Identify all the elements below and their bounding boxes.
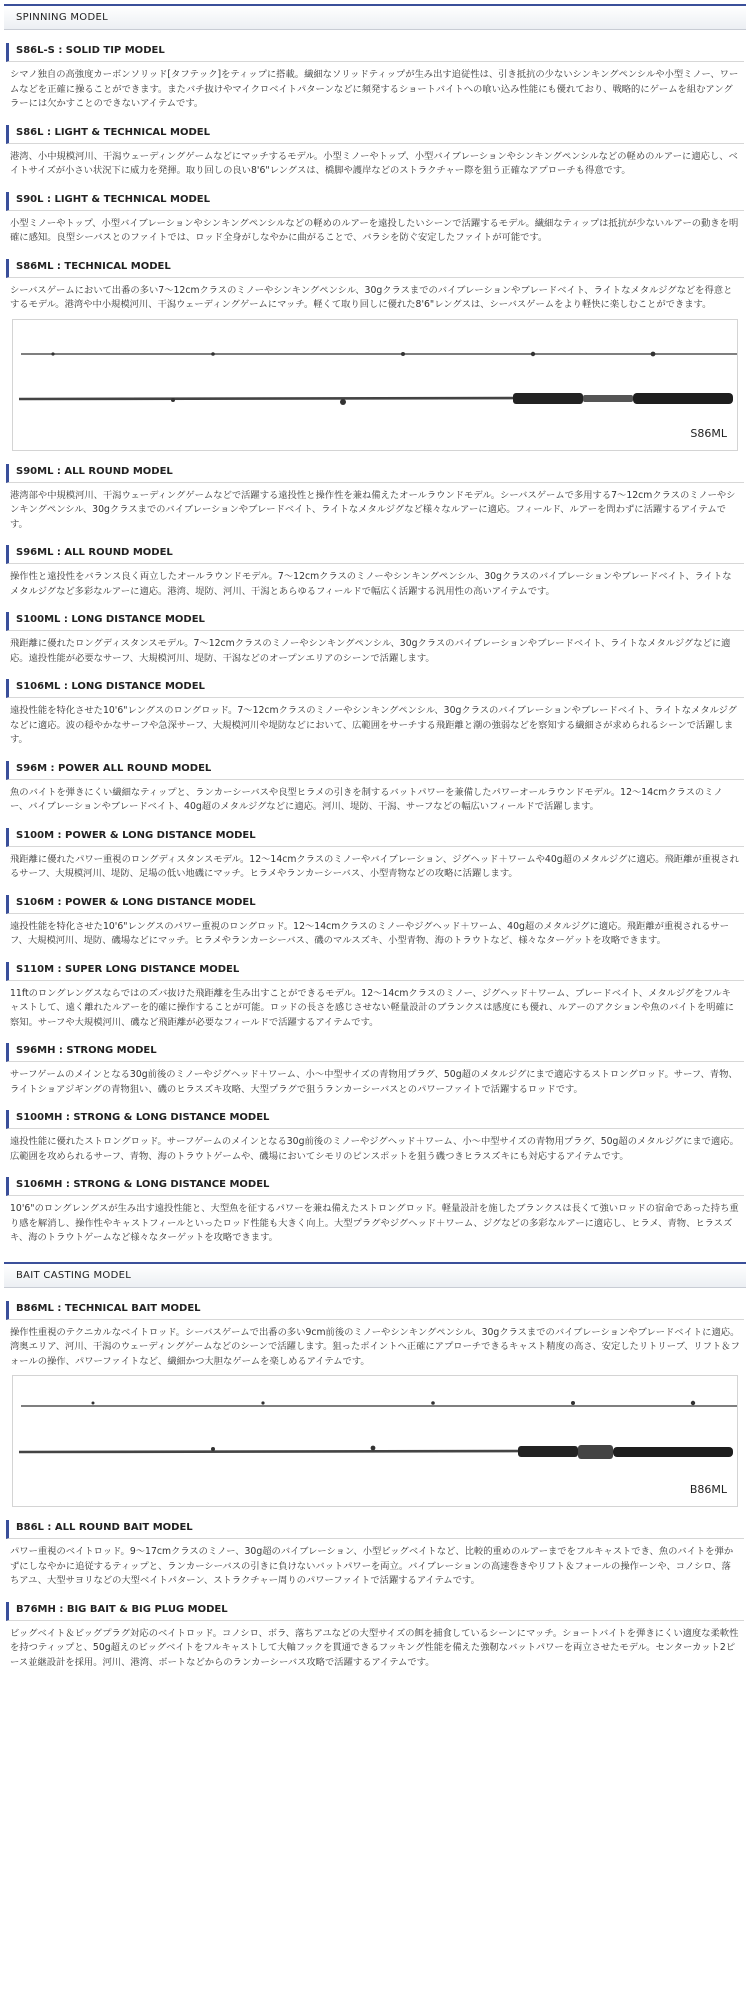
model-title: S96ML : ALL ROUND MODEL <box>6 545 744 564</box>
model-title: S86L-S : SOLID TIP MODEL <box>6 43 744 62</box>
model-description: 港湾部や中規模河川、干潟ウェーディングゲームなどで活躍する遠投性と操作性を兼ね備えたオールラウンドモデル。シーバスゲームで多用する7〜12cmクラスのミノーやシンキングペンシル、30gクラスまでのバイブレーションやブレードベイト、ライトなメタルジグなど様々なルアーに適応。フィールド、ルアーを問わずに活躍するアイテムです。 <box>10 489 736 530</box>
spinning-rod-illustration <box>13 320 738 450</box>
model-block <box>6 1602 744 1671</box>
rod-fore-grip <box>513 393 583 404</box>
bait-section-title: BAIT CASTING MODEL <box>16 1269 132 1281</box>
model-block <box>6 192 744 246</box>
model-description: パワー重視のベイトロッド。9〜17cmクラスのミノー、30g超のバイブレーション、小型ビッグベイトなど、比較的重めのルアーまでをフルキャストでき、魚のバイトを弾かずにしなやかに追従するティップと、ランカーシーバスの引きに負けないバットパワーを両立。バイブレーションの高速巻きやリフト＆フォールの操作ーンや、コノシロ、落ちアユ、大型サヨリなどの大型ベイトパターン、ストラクチャー周りのパワーファイトで活躍するアイテムです。 <box>10 1546 734 1586</box>
model-description: シマノ独自の高強度カーボンソリッド[タフテック]をティップに搭載。繊細なソリッドティップが生み出す追従性は、引き抵抗の少ないシンキングペンシルや小型ミノー、ワームなどを正確に操ることができます。またバチ抜けやマイクロベイトパターンなどに頻発するショートバイトへの喰い込み性能にも優れており、戦略的にゲームを組むアングラーには欠かすことのできないアイテムです。 <box>10 69 739 109</box>
rod-reel-seat <box>583 395 633 402</box>
model-block <box>6 259 744 451</box>
rod-image-s86ml <box>12 319 738 451</box>
model-description: サーフゲームのメインとなる30g前後のミノーやジグヘッド＋ワーム、小〜中型サイズの青物用プラグ、50g超のメタルジグにまで適応するストロングロッド。サーフ、青物、ライトショアジギングの青物狙い、磯のヒラスズキ攻略、大型プラグで狙うランカーシーバスとのパワーファイトで活躍するロッドです。 <box>10 1069 738 1095</box>
model-block <box>6 43 744 112</box>
model-title: S90L : LIGHT & TECHNICAL MODEL <box>6 192 744 211</box>
model-title: S110M : SUPER LONG DISTANCE MODEL <box>6 962 744 981</box>
model-block <box>6 1110 744 1164</box>
model-block <box>6 612 744 666</box>
model-description: 港湾、小中規模河川、干潟ウェーディングゲームなどにマッチするモデル。小型ミノーやトップ、小型バイブレーションやシンキングペンシルなどの軽めのルアーに適応し、ベイトサイズが小さい状況下に威力を発揮。取り回しの良い8'6"レングスは、橋脚や護岸などのストラクチャー際を狙う正確なアプローチも得意です。 <box>10 150 738 176</box>
model-description: 遠投性能に優れたストロングロッド。サーフゲームのメインとなる30g前後のミノーやジグヘッド＋ワーム、小〜中型サイズの青物用プラグ、50g超のメタルジグにまで適応。広範囲を攻められるサーフ、青物、海のトラウトゲームや、磯場においてシモリのピンスポットを狙う磯つきヒラスズキにも対応するアイテムです。 <box>10 1136 739 1162</box>
model-description: 操作性と遠投性をバランス良く両立したオールラウンドモデル。7〜12cmクラスのミノーやシンキングペンシル、30gクラスのバイブレーションやブレードベイト、ライトなメタルジグなど多彩なルアーに適応。港湾、堤防、河川、干潟とあらゆるフィールドで幅広く活躍する汎用性の高いアイテムです。 <box>10 571 732 597</box>
model-title: S106MH : STRONG & LONG DISTANCE MODEL <box>6 1177 744 1196</box>
model-title: S106M : POWER & LONG DISTANCE MODEL <box>6 895 744 914</box>
rod-guide <box>171 398 175 402</box>
rod-guide <box>211 352 215 356</box>
rod-guide <box>371 1446 376 1451</box>
model-block <box>6 125 744 179</box>
model-block <box>6 962 744 1031</box>
model-block <box>6 761 744 815</box>
rod-guide <box>431 1401 435 1405</box>
model-title: B86L : ALL ROUND BAIT MODEL <box>6 1520 744 1539</box>
model-title: S100M : POWER & LONG DISTANCE MODEL <box>6 828 744 847</box>
model-description: 11ftのロングレングスならではのズバ抜けた飛距離を生み出すことができるモデル。12〜14cmクラスのミノー、ジグヘッド＋ワーム、ブレードベイト、メタルジグをフルキャストして、遠く離れたルアーを的確に操作することが可能。ロッドの長さを感じさせない軽量設計のブランクスは感度にも優れ、ルアーのアクションや魚のバイトを明確に察知。サーフや大規模河川、磯など飛距離が必要なフィールドで活躍するアイテムです。 <box>10 987 735 1028</box>
model-block <box>6 1177 744 1246</box>
model-block <box>6 464 744 533</box>
rod-guide <box>691 1401 695 1405</box>
model-block <box>6 1043 744 1097</box>
model-title: S90ML : ALL ROUND MODEL <box>6 464 744 483</box>
model-title: B76MH : BIG BAIT & BIG PLUG MODEL <box>6 1602 744 1621</box>
model-title: S86ML : TECHNICAL MODEL <box>6 259 744 278</box>
rod-image-label: S86ML <box>690 426 727 440</box>
rod-guide <box>531 351 535 355</box>
rod-fore-grip <box>518 1446 578 1457</box>
rod-guide <box>261 1401 264 1404</box>
model-block <box>6 1301 744 1508</box>
bait-rod-illustration <box>13 1376 738 1506</box>
model-block <box>6 895 744 949</box>
model-description: 遠投性能を特化させた10'6"レングスのパワー重視のロングロッド。12〜14cmクラスのミノーやジグヘッド＋ワーム、40g超のメタルジグに適応。飛距離が重視されるサーフ、大規模河川、堤防、磯場などにマッチ。ヒラメやランカーシーバス、磯のマルスズキ、小型青物、海のトラウトなど、様々なターゲットを攻略できます。 <box>10 920 730 946</box>
rod-guide <box>401 352 405 356</box>
model-description: ビッグベイト＆ビッグプラグ対応のベイトロッド。コノシロ、ボラ、落ちアユなどの大型サイズの餌を捕食しているシーンにマッチ。ショートバイトを弾きにくい適度な柔軟性を持つティップと、50g超えのビッグベイトをフルキャストして大軸フックを貫通できるフッキング性能を備えた強靭なバットパワーを両立させたモデル。センターカット2ピース並継設計を採用。河川、港湾、ボートなどからのランカーシーバス攻略で活躍するアイテムです。 <box>10 1627 739 1668</box>
model-block <box>6 545 744 599</box>
model-block <box>6 679 744 748</box>
rod-guide <box>571 1401 575 1405</box>
rod-rear-grip <box>613 1447 733 1457</box>
rod-butt-section <box>19 398 533 399</box>
model-title: S106ML : LONG DISTANCE MODEL <box>6 679 744 698</box>
model-title: S100ML : LONG DISTANCE MODEL <box>6 612 744 631</box>
spinning-section-header <box>4 4 746 30</box>
model-title: B86ML : TECHNICAL BAIT MODEL <box>6 1301 744 1320</box>
bait-section-header <box>4 1262 746 1288</box>
model-title: S100MH : STRONG & LONG DISTANCE MODEL <box>6 1110 744 1129</box>
rod-guide <box>651 351 656 356</box>
rod-image-label: B86ML <box>689 1483 727 1496</box>
spinning-section-title: SPINNING MODEL <box>16 12 108 23</box>
model-description: 小型ミノーやトップ、小型バイブレーションやシンキングペンシルなどの軽めのルアーを遠投したいシーンで活躍するモデル。繊細なティップは抵抗が少ないルアーの動きを明確に感知。良型シーバスとのファイトでは、ロッド全身がしなやかに曲がることで、バラシを防ぐ安定したファイトが可能です。 <box>10 217 739 243</box>
rod-guide <box>340 399 346 405</box>
rod-guide <box>92 1402 95 1405</box>
rod-guide <box>211 1447 215 1451</box>
rod-rear-grip <box>633 393 733 404</box>
model-description: 遠投性能を特化させた10'6"レングスのロングロッド。7〜12cmクラスのミノーやシンキングペンシル、30gクラスのバイブレーションやブレードベイト、ライトなメタルジグなどに適応。波の穏やかなサーフや急深サーフ、大規模河川や堤防などにおいて、広範囲をサーチする飛距離と潮の強弱などを察知する繊細さが求められるシーンで活躍します。 <box>10 705 738 745</box>
model-title: S96MH : STRONG MODEL <box>6 1043 744 1062</box>
model-title: S86L : LIGHT & TECHNICAL MODEL <box>6 125 744 144</box>
rod-image-b86ml <box>12 1375 738 1507</box>
model-description: 飛距離に優れたロングディスタンスモデル。7〜12cmクラスのミノーやシンキングペンシル、30gクラスのバイブレーションやブレードベイト、ライトなメタルジグなどに適応。遠投性能が必要なサーフ、大規模河川、堤防、干潟などのオープンエリアのシーンで活躍します。 <box>10 638 731 664</box>
model-description: 魚のバイトを弾きにくい繊細なティップと、ランカーシーバスや良型ヒラメの引きを制するバットパワーを兼備したパワーオールラウンドモデル。12〜14cmクラスのミノー、バイブレーションやブレードベイト、40g超のメタルジグなどに適応。河川、堤防、干潟、サーフなどの幅広いフィールドで活躍します。 <box>10 786 723 812</box>
model-description: シーバスゲームにおいて出番の多い7〜12cmクラスのミノーやシンキングペンシル、30gクラスまでのバイブレーションやブレードベイト、ライトなメタルジグなどを得意とするモデル。港湾や中小規模河川、干潟ウェーディングゲームにマッチ。軽くて取り回しに優れた8'6"レングスは、シーバスゲームをより軽快に楽しむことができます。 <box>10 284 733 310</box>
model-description: 10'6"のロングレングスが生み出す遠投性能と、大型魚を征するパワーを兼ね備えたストロングロッド。軽量設計を施したブランクスは長くて強いロッドの宿命であった持ち重り感を解消し、操作性やキャストフィールといったロッド性能も大きく向上。大型プラグやジグヘッド＋ワーム、ジグなどの多彩なルアーに適応し、ヒラメ、青物、ヒラスズキ、海のトラウトゲームなど様々なターゲットを攻略できます。 <box>10 1203 739 1243</box>
model-description: 飛距離に優れたパワー重視のロングディスタンスモデル。12〜14cmクラスのミノーやバイブレーション、ジグヘッド＋ワームや40g超のメタルジグに適応。飛距離が重視されるサーフ、大規模河川、堤防、足場の低い地磯にマッチ。ヒラメやランカーシーバス、小型青物などの攻略に活躍します。 <box>10 853 739 879</box>
model-block <box>6 828 744 882</box>
rod-butt-section <box>19 1451 533 1452</box>
rod-reel-seat <box>578 1445 613 1459</box>
rod-guide <box>51 352 54 355</box>
model-block <box>6 1520 744 1589</box>
model-description: 操作性重視のテクニカルなベイトロッド。シーバスゲームで出番の多い9cm前後のミノーやシンキングペンシル、30gクラスまでのバイブレーションやブレードベイトに適応。湾奥エリア、河川、干潟のウェーディングゲームなどのシーンで活躍します。狙ったポイントへ正確にアプローチできるキャスト精度の高さ、安定したリトリーブ、リフト＆フォールの操作、パワーファイトなど、繊細かつ大胆なゲームを楽しめるアイテムです。 <box>10 1326 740 1367</box>
model-title: S96M : POWER ALL ROUND MODEL <box>6 761 744 780</box>
